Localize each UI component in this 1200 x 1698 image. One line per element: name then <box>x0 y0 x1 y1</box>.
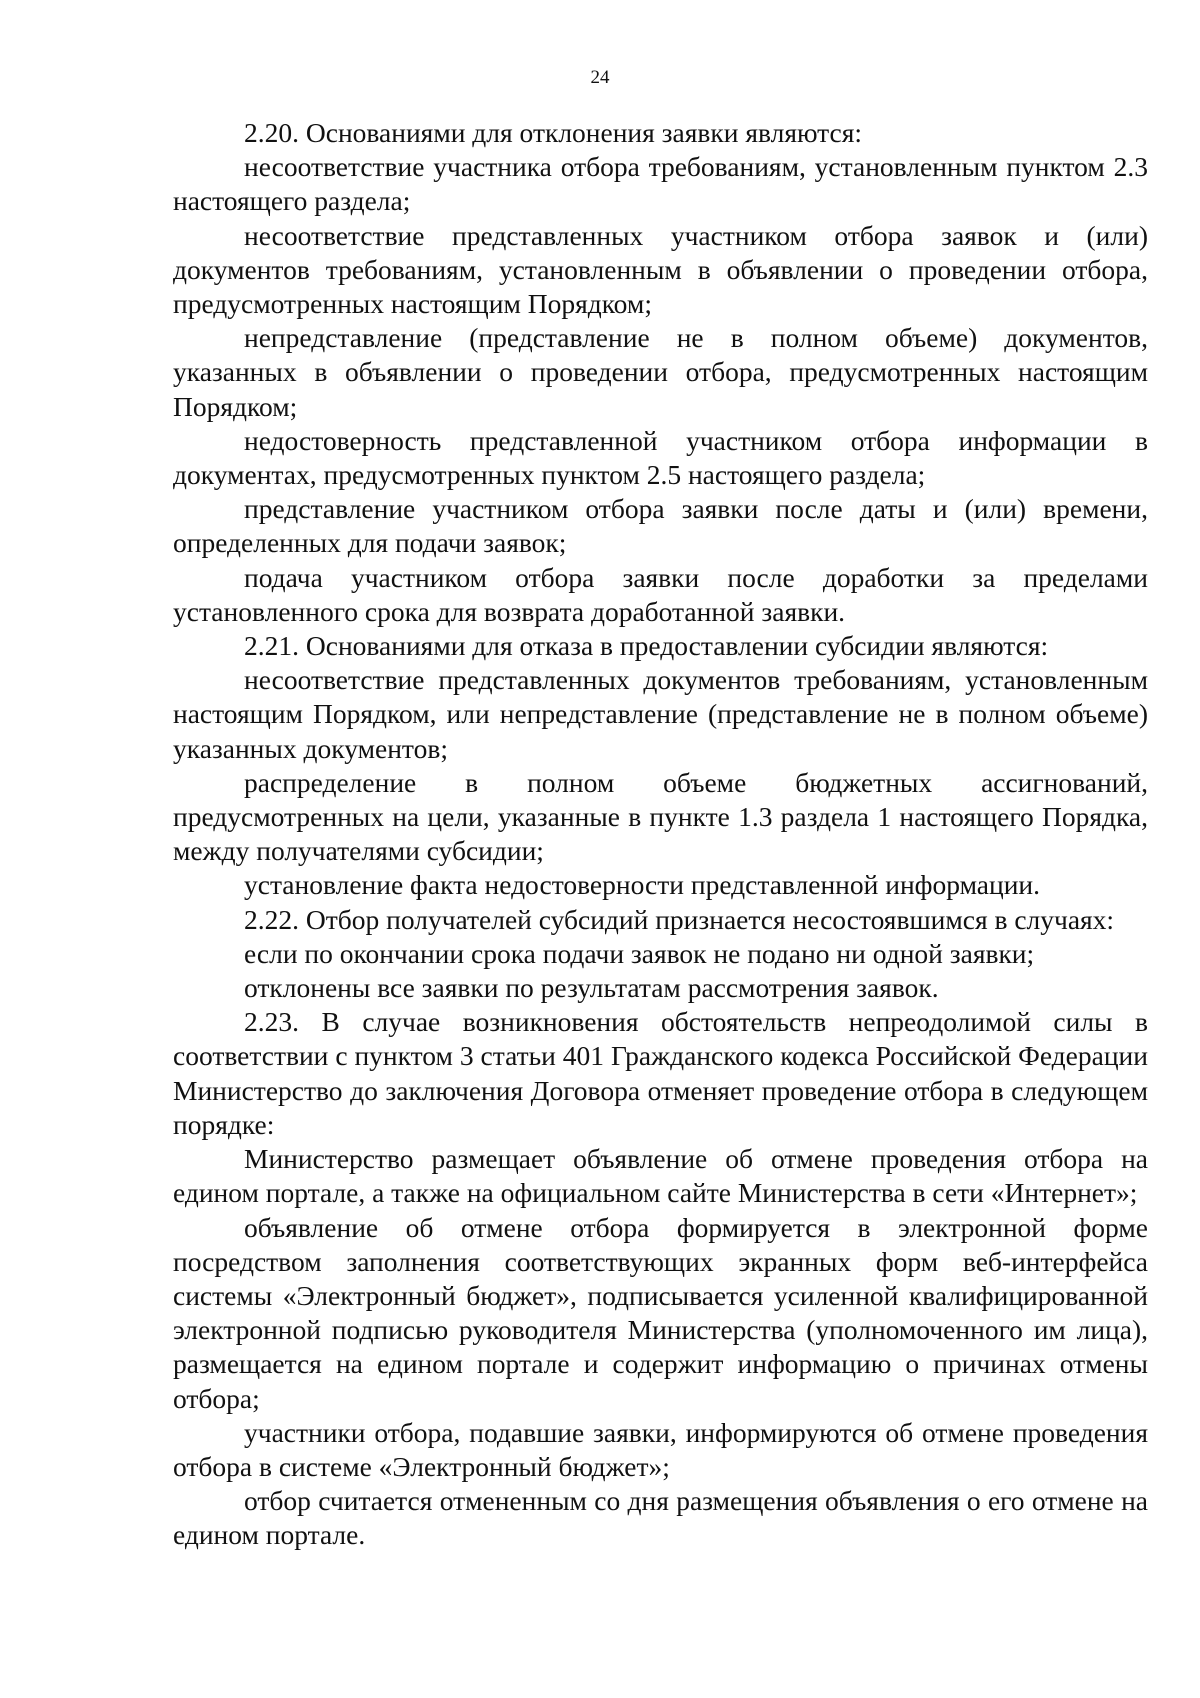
paragraph: установление факта недостоверности представленной информации. <box>244 869 1041 901</box>
document-body <box>173 116 1148 1553</box>
paragraph: Министерство размещает объявление об отмене проведения отбора на едином портале, а также на официальном сайте Министерства в сети «Интернет»; <box>173 1143 1148 1209</box>
paragraph-2-21-heading: 2.21. Основаниями для отказа в предоставлении субсидии являются: <box>244 630 1049 662</box>
paragraph-2-20-heading: 2.20. Основаниями для отклонения заявки являются: <box>244 117 862 148</box>
paragraph: несоответствие участника отбора требованиям, установленным пунктом 2.3 настоящего раздела; <box>173 151 1148 217</box>
paragraph: непредставление (представление не в полном объеме) документов, указанных в объявлении о проведении отбора, предусмотренных настоящим Порядком; <box>173 322 1148 422</box>
paragraph: объявление об отмене отбора формируется в электронной форме посредством заполнения соответствующих экранных форм веб-интерфейса системы «Электронный бюджет», подписывается усиленной квалифицированной электронной подписью руководителя Министерства (уполномоченного им лица), размещается на едином портале и содержит информацию о причинах отмены отбора; <box>173 1211 1148 1414</box>
paragraph-2-22-heading: 2.22. Отбор получателей субсидий признается несостоявшимся в случаях: <box>244 903 1115 935</box>
paragraph: распределение в полном объеме бюджетных ассигнований, предусмотренных на цели, указанные в пункте 1.3 раздела 1 настоящего Порядка, между получателями субсидии; <box>173 766 1148 867</box>
paragraph: несоответствие представленных документов требованиям, установленным настоящим Порядком, или непредставление (представление не в полном объеме) указанных документов; <box>173 664 1148 764</box>
paragraph-2-23-heading: 2.23. В случае возникновения обстоятельств непреодолимой силы в соответствии с пунктом 3 статьи 401 Гражданского кодекса Российской Федерации Министерство до заключения Договора отменяет проведение отбора в следующем порядке: <box>173 1006 1148 1140</box>
paragraph: представление участником отбора заявки после даты и (или) времени, определенных для подачи заявок; <box>173 493 1148 559</box>
paragraph: отклонены все заявки по результатам рассмотрения заявок. <box>244 972 939 1004</box>
paragraph: подача участником отбора заявки после доработки за пределами установленного срока для возврата доработанной заявки. <box>173 561 1148 627</box>
paragraph: отбор считается отмененным со дня размещения объявления о его отмене на едином портале. <box>173 1485 1148 1551</box>
page-number: 24 <box>590 67 610 88</box>
paragraph: участники отбора, подавшие заявки, информируются об отмене проведения отбора в системе «Электронный бюджет»; <box>173 1416 1148 1482</box>
paragraph: если по окончании срока подачи заявок не подано ни одной заявки; <box>244 937 1035 969</box>
paragraph: недостоверность представленной участником отбора информации в документах, предусмотренных пунктом 2.5 настоящего раздела; <box>173 424 1148 491</box>
paragraph: несоответствие представленных участником отбора заявок и (или) документов требованиям, установленным в объявлении о проведении отбора, предусмотренных настоящим Порядком; <box>173 219 1148 320</box>
